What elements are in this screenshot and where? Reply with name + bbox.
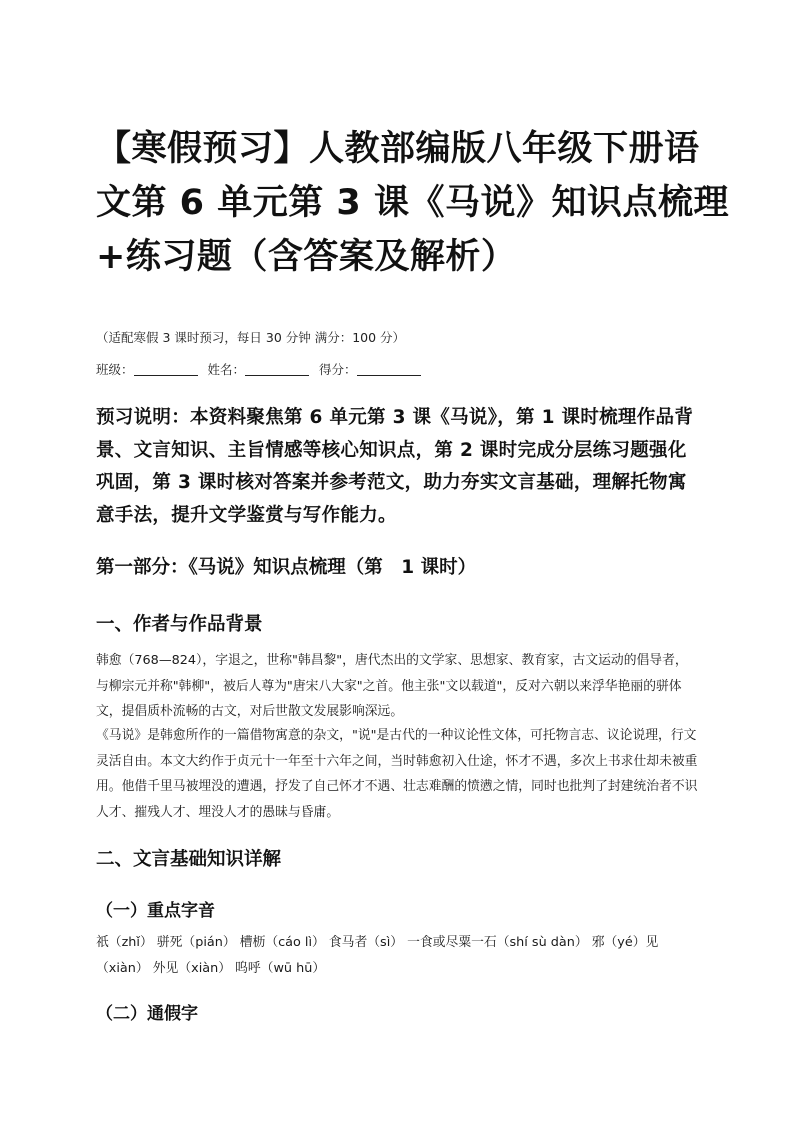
document-title-line-3: +练习题（含答案及解析） bbox=[96, 237, 517, 277]
pronunciation-list: 祇（zhǐ） 骈死（pián） 槽枥（cáo lì） 食马者（sì） 一食或尽粟一石（shí sù dàn） 邪（yé）见（xiàn） 外见（xiàn） 呜呼（wū hū） bbox=[96, 935, 659, 976]
section-2-heading: 二、文言基础知识详解 bbox=[96, 849, 282, 870]
preview-instructions: 预习说明：本资料聚焦第 6 单元第 3 课《马说》，第 1 课时梳理作品背景、文言知识、主旨情感等核心知识点，第 2 课时完成分层练习题强化巩固，第 3 课时核对答案并参考范文，助力夯实文言基础，理解托物寓意手法，提升文学鉴赏与写作能力。 bbox=[96, 407, 694, 526]
document-title-line-2: 文第 6 单元第 3 课《马说》知识点梳理 bbox=[96, 183, 729, 223]
class-label: 班级： bbox=[96, 362, 134, 377]
section-1-heading: 一、作者与作品背景 bbox=[96, 614, 263, 635]
document-title-line-1: 【寒假预习】人教部编版八年级下册语 bbox=[96, 129, 700, 169]
usage-note: （适配寒假 3 课时预习，每日 30 分钟 满分：100 分） bbox=[96, 330, 406, 345]
class-blank bbox=[134, 362, 198, 376]
author-paragraph: 韩愈（768—824），字退之，世称"韩昌黎"，唐代杰出的文学家、思想家、教育家，古文运动的倡导者，与柳宗元并称"韩柳"，被后人尊为"唐宋八大家"之首。他主张"文以载道"，反对六朝以来浮华艳丽的骈体文，提倡质朴流畅的古文，对后世散文发展影响深远。 bbox=[96, 653, 688, 719]
score-blank bbox=[357, 362, 421, 376]
student-info-fields bbox=[96, 360, 427, 378]
name-blank bbox=[245, 362, 309, 376]
score-label: 得分： bbox=[319, 362, 357, 377]
part-1-heading: 第一部分：《马说》知识点梳理（第 1 课时） bbox=[96, 557, 477, 578]
subsection-tongjiazi-heading: （二）通假字 bbox=[96, 1004, 198, 1024]
subsection-pronunciation-heading: （一）重点字音 bbox=[96, 901, 215, 921]
name-label: 姓名： bbox=[207, 362, 246, 377]
work-background-paragraph: 《马说》是韩愈所作的一篇借物寓意的杂文，"说"是古代的一种议论性文体，可托物言志、议论说理，行文灵活自由。本文大约作于贞元十一年至十六年之间，当时韩愈初入仕途，怀才不遇，多次上书求仕却未被重用。他借千里马被埋没的遭遇，抒发了自己怀才不遇、壮志难酬的愤懑之情，同时也批判了封建统治者不识人才、摧残人才、埋没人才的愚昧与昏庸。 bbox=[96, 728, 698, 820]
